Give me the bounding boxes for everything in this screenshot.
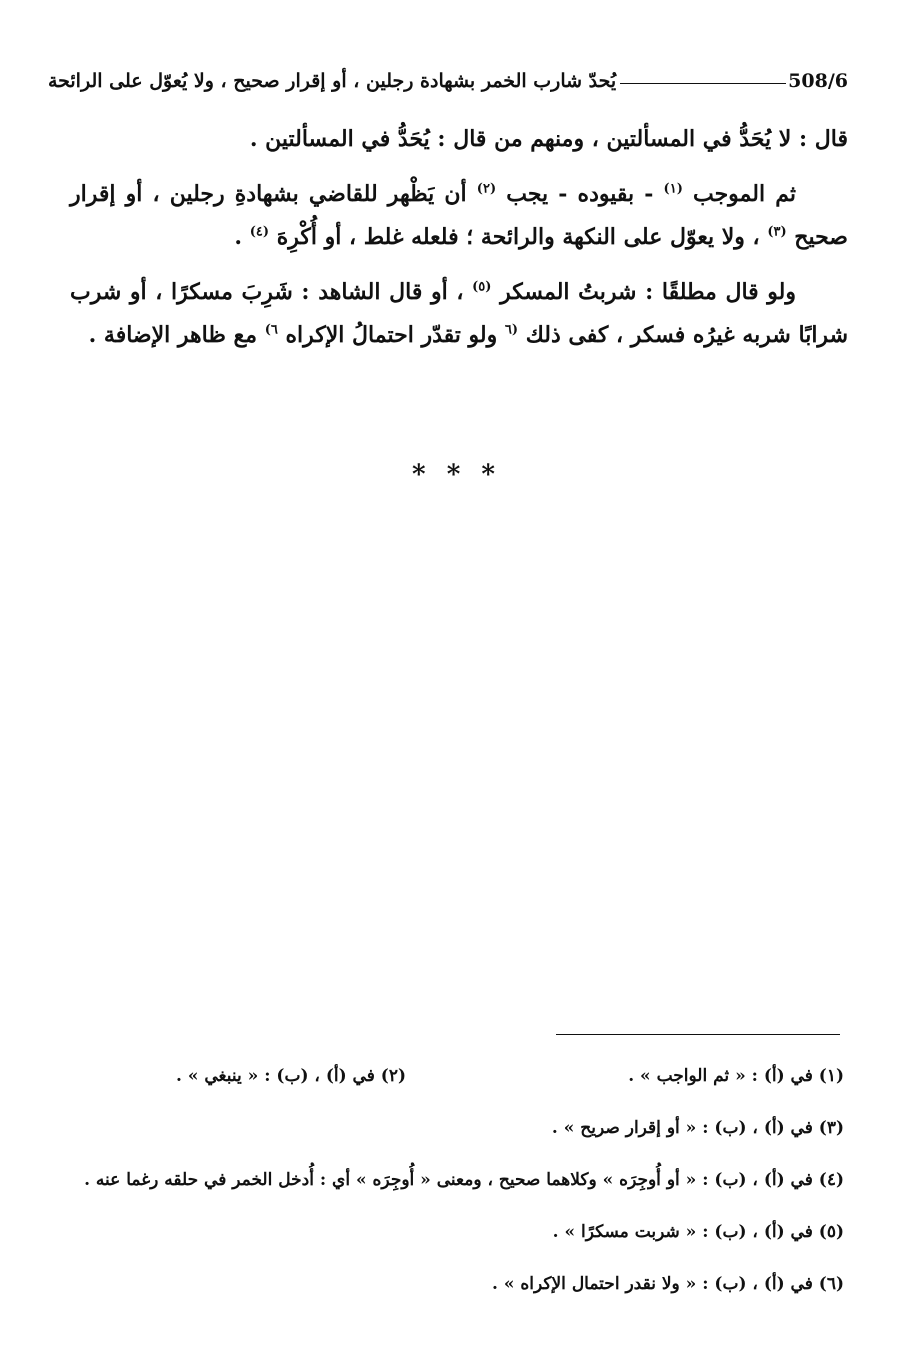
footnote-1: (١) في (أ) : « ثم الواجب » . [628, 1066, 844, 1086]
paragraph-1: قال : لا يُحَدُّ في المسألتين ، ومنهم من قال : يُحَدُّ في المسألتين . [249, 126, 848, 152]
text-segment: أن يَظْهر للقاضي بشهادةِ رجلين ، أو إقرار صحيح [70, 181, 848, 250]
footnote-5: (٥) في (أ) ، (ب) : « شربت مسكرًا » . [552, 1222, 844, 1242]
footnote-row [70, 1206, 844, 1258]
footnote-2: (٢) في (أ) ، (ب) : « ينبغي » . [176, 1066, 406, 1086]
text-segment: مع ظاهر الإضافة . [88, 322, 265, 348]
section-separator: * * * [412, 460, 501, 490]
text-segment: ، ولا يعوّل على النكهة والرائحة ؛ فلعله غلط ، أو أُكْرِهَ [269, 224, 768, 250]
paragraph-2 [70, 173, 848, 259]
footnote-ref-6-close: ٦) [264, 322, 278, 338]
text-segment: . [234, 224, 250, 250]
footnote-row [70, 1102, 844, 1154]
footnote-6: (٦) في (أ) ، (ب) : « ولا نقدر احتمال الإكراه » . [492, 1274, 844, 1294]
footnote-4: (٤) في (أ) ، (ب) : « أو أُوجِرَه » وكلاهما صحيح ، ومعنى « أُوجِرَه » أي : أُدخل الخمر في حلقه رغما عنه . [84, 1170, 844, 1190]
footnote-ref-1: (١) [663, 181, 683, 197]
footnote-ref-5: (٥) [472, 279, 492, 295]
text-segment: ولو تقدّر احتمالُ الإكراه [277, 322, 505, 348]
page-header [47, 58, 848, 92]
running-title: يُحدّ شارب الخمر بشهادة رجلين ، أو إقرار صحيح ، ولا يُعوّل على الرائحة [47, 70, 617, 92]
footnote-rule [556, 1034, 840, 1035]
footnote-row [70, 1258, 844, 1310]
text-segment: ثم الموجب [682, 181, 796, 207]
footnote-ref-2: (٢) [476, 181, 497, 197]
text-segment: ، أو قال الشاهد : شَرِبَ مسكرًا ، أو شرب شرابًا شربه غيرُه فسكر ، كفى ذلك [70, 279, 848, 348]
footnote-ref-3: (٣) [767, 224, 787, 240]
text-segment: - بقيوده - يجب [496, 181, 664, 207]
page-number: 508/6 [788, 70, 848, 92]
footnotes [70, 1050, 844, 1310]
main-text [70, 118, 848, 369]
footnote-3: (٣) في (أ) ، (ب) : « أو إقرار صريح » . [551, 1118, 844, 1138]
footnote-ref-6-open: (٦ [504, 322, 519, 338]
footnote-row [70, 1050, 844, 1102]
header-rule [620, 83, 786, 84]
text-segment: ولو قال مطلقًا : شربتُ المسكر [491, 279, 796, 305]
footnote-row [70, 1154, 844, 1206]
paragraph-3 [70, 271, 848, 357]
footnote-ref-4: (٤) [249, 224, 270, 240]
